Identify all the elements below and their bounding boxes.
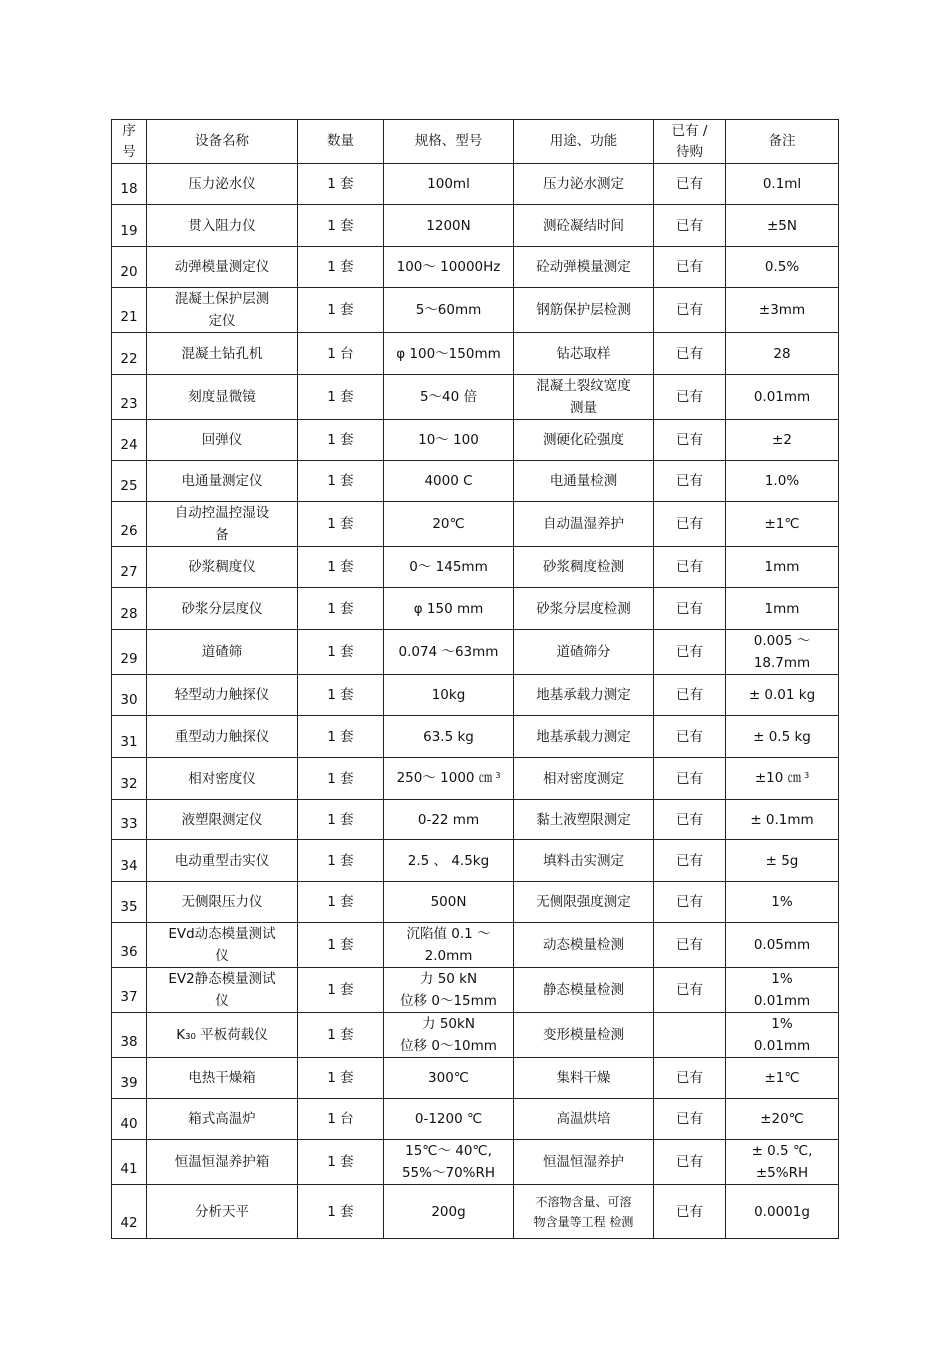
cell-no: 19 bbox=[112, 205, 147, 247]
table-row bbox=[112, 247, 839, 288]
cell-qty: 1 套 bbox=[298, 1013, 384, 1058]
cell-no: 28 bbox=[112, 588, 147, 630]
cell-use: 无侧限强度测定 bbox=[514, 882, 654, 923]
cell-no: 26 bbox=[112, 502, 147, 547]
cell-qty: 1 套 bbox=[298, 923, 384, 968]
cell-note: 1% bbox=[726, 882, 839, 923]
cell-note: ±3mm bbox=[726, 288, 839, 333]
cell-status: 已有 bbox=[654, 588, 726, 630]
cell-use: 填料击实测定 bbox=[514, 840, 654, 882]
cell-spec: 力 50 kN 位移 0～15mm bbox=[384, 968, 514, 1013]
cell-no: 20 bbox=[112, 247, 147, 288]
cell-qty: 1 套 bbox=[298, 630, 384, 675]
cell-spec: 200g bbox=[384, 1185, 514, 1239]
cell-name: 贯入阻力仪 bbox=[147, 205, 298, 247]
table-row bbox=[112, 716, 839, 758]
table-row bbox=[112, 502, 839, 547]
cell-no: 37 bbox=[112, 968, 147, 1013]
cell-status: 已有 bbox=[654, 840, 726, 882]
table-header-row bbox=[112, 120, 839, 164]
cell-name: 电通量测定仪 bbox=[147, 461, 298, 502]
table-row bbox=[112, 164, 839, 205]
cell-use: 道碴筛分 bbox=[514, 630, 654, 675]
cell-no: 23 bbox=[112, 375, 147, 420]
table-row bbox=[112, 1185, 839, 1239]
cell-qty: 1 套 bbox=[298, 1058, 384, 1099]
cell-no: 40 bbox=[112, 1099, 147, 1140]
cell-note: 1% 0.01mm bbox=[726, 968, 839, 1013]
cell-name: 液塑限测定仪 bbox=[147, 800, 298, 840]
cell-spec: 0-1200 ℃ bbox=[384, 1099, 514, 1140]
cell-no: 34 bbox=[112, 840, 147, 882]
cell-no: 27 bbox=[112, 547, 147, 588]
cell-spec: 500N bbox=[384, 882, 514, 923]
cell-name: 电热干燥箱 bbox=[147, 1058, 298, 1099]
cell-note: 0.005 ～ 18.7mm bbox=[726, 630, 839, 675]
cell-status: 已有 bbox=[654, 1140, 726, 1185]
cell-no: 38 bbox=[112, 1013, 147, 1058]
cell-qty: 1 套 bbox=[298, 882, 384, 923]
table-row bbox=[112, 1013, 839, 1058]
cell-spec: 63.5 kg bbox=[384, 716, 514, 758]
cell-no: 18 bbox=[112, 164, 147, 205]
table-row bbox=[112, 923, 839, 968]
cell-status: 已有 bbox=[654, 333, 726, 375]
cell-note: 28 bbox=[726, 333, 839, 375]
cell-qty: 1 套 bbox=[298, 420, 384, 461]
cell-no: 31 bbox=[112, 716, 147, 758]
cell-note: 0.01mm bbox=[726, 375, 839, 420]
cell-no: 21 bbox=[112, 288, 147, 333]
cell-status: 已有 bbox=[654, 461, 726, 502]
table-row bbox=[112, 968, 839, 1013]
cell-no: 24 bbox=[112, 420, 147, 461]
header-note: 备注 bbox=[726, 120, 839, 164]
cell-spec: 5～40 倍 bbox=[384, 375, 514, 420]
cell-note: 1mm bbox=[726, 588, 839, 630]
cell-name: 相对密度仪 bbox=[147, 758, 298, 800]
table-row bbox=[112, 1058, 839, 1099]
cell-qty: 1 套 bbox=[298, 716, 384, 758]
table-row bbox=[112, 547, 839, 588]
cell-qty: 1 套 bbox=[298, 968, 384, 1013]
cell-status: 已有 bbox=[654, 800, 726, 840]
cell-spec: 2.5 、 4.5kg bbox=[384, 840, 514, 882]
cell-qty: 1 套 bbox=[298, 164, 384, 205]
cell-spec: 10kg bbox=[384, 675, 514, 716]
cell-status: 已有 bbox=[654, 1185, 726, 1239]
cell-status: 已有 bbox=[654, 420, 726, 461]
cell-qty: 1 台 bbox=[298, 333, 384, 375]
cell-name: 刻度显微镜 bbox=[147, 375, 298, 420]
cell-note: ±1℃ bbox=[726, 502, 839, 547]
cell-status: 已有 bbox=[654, 716, 726, 758]
cell-status: 已有 bbox=[654, 502, 726, 547]
cell-no: 35 bbox=[112, 882, 147, 923]
cell-name: EV2静态模量测试 仪 bbox=[147, 968, 298, 1013]
cell-note: ±1℃ bbox=[726, 1058, 839, 1099]
cell-name: 动弹模量测定仪 bbox=[147, 247, 298, 288]
cell-qty: 1 套 bbox=[298, 675, 384, 716]
table-row bbox=[112, 1099, 839, 1140]
cell-note: ±5N bbox=[726, 205, 839, 247]
cell-status: 已有 bbox=[654, 675, 726, 716]
cell-spec: 250～ 1000 ㎝ $^3$ bbox=[384, 758, 514, 800]
cell-use: 动态模量检测 bbox=[514, 923, 654, 968]
cell-note: ± 0.5 ℃, ±5%RH bbox=[726, 1140, 839, 1185]
cell-use: 静态模量检测 bbox=[514, 968, 654, 1013]
cell-status: 已有 bbox=[654, 164, 726, 205]
cell-note: ±20℃ bbox=[726, 1099, 839, 1140]
table-row bbox=[112, 1140, 839, 1185]
cell-note: 1% 0.01mm bbox=[726, 1013, 839, 1058]
cell-status: 已有 bbox=[654, 247, 726, 288]
cell-spec: 5～60mm bbox=[384, 288, 514, 333]
cell-qty: 1 套 bbox=[298, 1140, 384, 1185]
header-name: 设备名称 bbox=[147, 120, 298, 164]
table-row bbox=[112, 461, 839, 502]
cell-use: 压力泌水测定 bbox=[514, 164, 654, 205]
cell-qty: 1 套 bbox=[298, 758, 384, 800]
cell-name: EVd动态模量测试 仪 bbox=[147, 923, 298, 968]
header-qty: 数量 bbox=[298, 120, 384, 164]
cell-use: 变形模量检测 bbox=[514, 1013, 654, 1058]
header-no: 序 号 bbox=[112, 120, 147, 164]
cell-name: 混凝土钻孔机 bbox=[147, 333, 298, 375]
cell-note: ± 5g bbox=[726, 840, 839, 882]
cell-qty: 1 台 bbox=[298, 1099, 384, 1140]
cell-name: K₃₀ 平板荷载仪 bbox=[147, 1013, 298, 1058]
cell-note: ± 0.1mm bbox=[726, 800, 839, 840]
cell-use: 混凝土裂纹宽度 测量 bbox=[514, 375, 654, 420]
table-row bbox=[112, 588, 839, 630]
table-row bbox=[112, 675, 839, 716]
cell-status: 已有 bbox=[654, 1058, 726, 1099]
equipment-table bbox=[111, 119, 839, 1239]
cell-spec: 4000 C bbox=[384, 461, 514, 502]
cell-qty: 1 套 bbox=[298, 547, 384, 588]
cell-use: 高温烘培 bbox=[514, 1099, 654, 1140]
cell-status: 已有 bbox=[654, 758, 726, 800]
cell-name: 砂浆分层度仪 bbox=[147, 588, 298, 630]
table-row bbox=[112, 840, 839, 882]
cell-no: 30 bbox=[112, 675, 147, 716]
superscript: 3 bbox=[495, 770, 501, 780]
cell-note: 0.05mm bbox=[726, 923, 839, 968]
cell-name: 恒温恒湿养护箱 bbox=[147, 1140, 298, 1185]
cell-spec: 300℃ bbox=[384, 1058, 514, 1099]
table-row bbox=[112, 420, 839, 461]
cell-use: 自动温湿养护 bbox=[514, 502, 654, 547]
cell-name: 混凝土保护层测 定仪 bbox=[147, 288, 298, 333]
cell-use: 测砼凝结时间 bbox=[514, 205, 654, 247]
cell-spec: φ 150 mm bbox=[384, 588, 514, 630]
cell-status: 已有 bbox=[654, 882, 726, 923]
table-row bbox=[112, 630, 839, 675]
table-row bbox=[112, 205, 839, 247]
cell-name: 分析天平 bbox=[147, 1185, 298, 1239]
table-row bbox=[112, 758, 839, 800]
cell-no: 22 bbox=[112, 333, 147, 375]
cell-no: 33 bbox=[112, 800, 147, 840]
cell-qty: 1 套 bbox=[298, 461, 384, 502]
cell-use: 不溶物含量、可溶 物含量等工程 检测 bbox=[514, 1185, 654, 1239]
cell-qty: 1 套 bbox=[298, 502, 384, 547]
cell-no: 32 bbox=[112, 758, 147, 800]
cell-spec: 20℃ bbox=[384, 502, 514, 547]
cell-spec: 1200N bbox=[384, 205, 514, 247]
cell-no: 25 bbox=[112, 461, 147, 502]
cell-status: 已有 bbox=[654, 288, 726, 333]
cell-note: 0.5% bbox=[726, 247, 839, 288]
cell-name: 轻型动力触探仪 bbox=[147, 675, 298, 716]
cell-no: 29 bbox=[112, 630, 147, 675]
cell-spec: 沉陷值 0.1 ～ 2.0mm bbox=[384, 923, 514, 968]
cell-use: 砂浆稠度检测 bbox=[514, 547, 654, 588]
cell-note: ±2 bbox=[726, 420, 839, 461]
cell-no: 36 bbox=[112, 923, 147, 968]
table-row bbox=[112, 800, 839, 840]
cell-use: 地基承载力测定 bbox=[514, 675, 654, 716]
cell-qty: 1 套 bbox=[298, 840, 384, 882]
cell-spec: 15℃～ 40℃, 55%～70%RH bbox=[384, 1140, 514, 1185]
cell-no: 39 bbox=[112, 1058, 147, 1099]
cell-qty: 1 套 bbox=[298, 588, 384, 630]
cell-name: 回弹仪 bbox=[147, 420, 298, 461]
cell-spec: φ 100～150mm bbox=[384, 333, 514, 375]
cell-status: 已有 bbox=[654, 375, 726, 420]
cell-use: 集料干燥 bbox=[514, 1058, 654, 1099]
cell-spec: 0～ 145mm bbox=[384, 547, 514, 588]
cell-status: 已有 bbox=[654, 923, 726, 968]
cell-name: 电动重型击实仪 bbox=[147, 840, 298, 882]
table-row bbox=[112, 288, 839, 333]
cell-no: 41 bbox=[112, 1140, 147, 1185]
cell-name: 道碴筛 bbox=[147, 630, 298, 675]
cell-qty: 1 套 bbox=[298, 288, 384, 333]
table-row bbox=[112, 333, 839, 375]
cell-use: 钢筋保护层检测 bbox=[514, 288, 654, 333]
cell-spec: 0-22 mm bbox=[384, 800, 514, 840]
cell-use: 相对密度测定 bbox=[514, 758, 654, 800]
cell-use: 恒温恒湿养护 bbox=[514, 1140, 654, 1185]
cell-status: 已有 bbox=[654, 968, 726, 1013]
header-spec: 规格、型号 bbox=[384, 120, 514, 164]
cell-name: 砂浆稠度仪 bbox=[147, 547, 298, 588]
cell-qty: 1 套 bbox=[298, 800, 384, 840]
cell-use: 测硬化砼强度 bbox=[514, 420, 654, 461]
cell-name: 箱式高温炉 bbox=[147, 1099, 298, 1140]
cell-status: 已有 bbox=[654, 1099, 726, 1140]
cell-note: ± 0.01 kg bbox=[726, 675, 839, 716]
cell-name: 压力泌水仪 bbox=[147, 164, 298, 205]
header-use: 用途、功能 bbox=[514, 120, 654, 164]
cell-qty: 1 套 bbox=[298, 205, 384, 247]
cell-name: 无侧限压力仪 bbox=[147, 882, 298, 923]
cell-spec: 0.074 ～63mm bbox=[384, 630, 514, 675]
cell-use: 电通量检测 bbox=[514, 461, 654, 502]
cell-spec: 力 50kN 位移 0～10mm bbox=[384, 1013, 514, 1058]
superscript: 3 bbox=[804, 770, 810, 780]
cell-status: 已有 bbox=[654, 630, 726, 675]
cell-status: 已有 bbox=[654, 205, 726, 247]
cell-use: 地基承载力测定 bbox=[514, 716, 654, 758]
table-body bbox=[112, 164, 839, 1239]
cell-use: 钻芯取样 bbox=[514, 333, 654, 375]
table-row bbox=[112, 882, 839, 923]
cell-status: 已有 bbox=[654, 547, 726, 588]
cell-qty: 1 套 bbox=[298, 1185, 384, 1239]
header-status: 已有 / 待购 bbox=[654, 120, 726, 164]
cell-note: ±10 ㎝ $^3$ bbox=[726, 758, 839, 800]
cell-spec: 100～ 10000Hz bbox=[384, 247, 514, 288]
cell-spec: 100ml bbox=[384, 164, 514, 205]
cell-note: 1mm bbox=[726, 547, 839, 588]
cell-use: 黏土液塑限测定 bbox=[514, 800, 654, 840]
cell-note: 1.0% bbox=[726, 461, 839, 502]
cell-status bbox=[654, 1013, 726, 1058]
table-row bbox=[112, 375, 839, 420]
cell-qty: 1 套 bbox=[298, 247, 384, 288]
cell-note: 0.1ml bbox=[726, 164, 839, 205]
cell-qty: 1 套 bbox=[298, 375, 384, 420]
cell-spec: 10～ 100 bbox=[384, 420, 514, 461]
cell-use: 砂浆分层度检测 bbox=[514, 588, 654, 630]
cell-note: ± 0.5 kg bbox=[726, 716, 839, 758]
cell-name: 自动控温控湿设 备 bbox=[147, 502, 298, 547]
cell-note: 0.0001g bbox=[726, 1185, 839, 1239]
cell-use: 砼动弹模量测定 bbox=[514, 247, 654, 288]
cell-no: 42 bbox=[112, 1185, 147, 1239]
cell-name: 重型动力触探仪 bbox=[147, 716, 298, 758]
